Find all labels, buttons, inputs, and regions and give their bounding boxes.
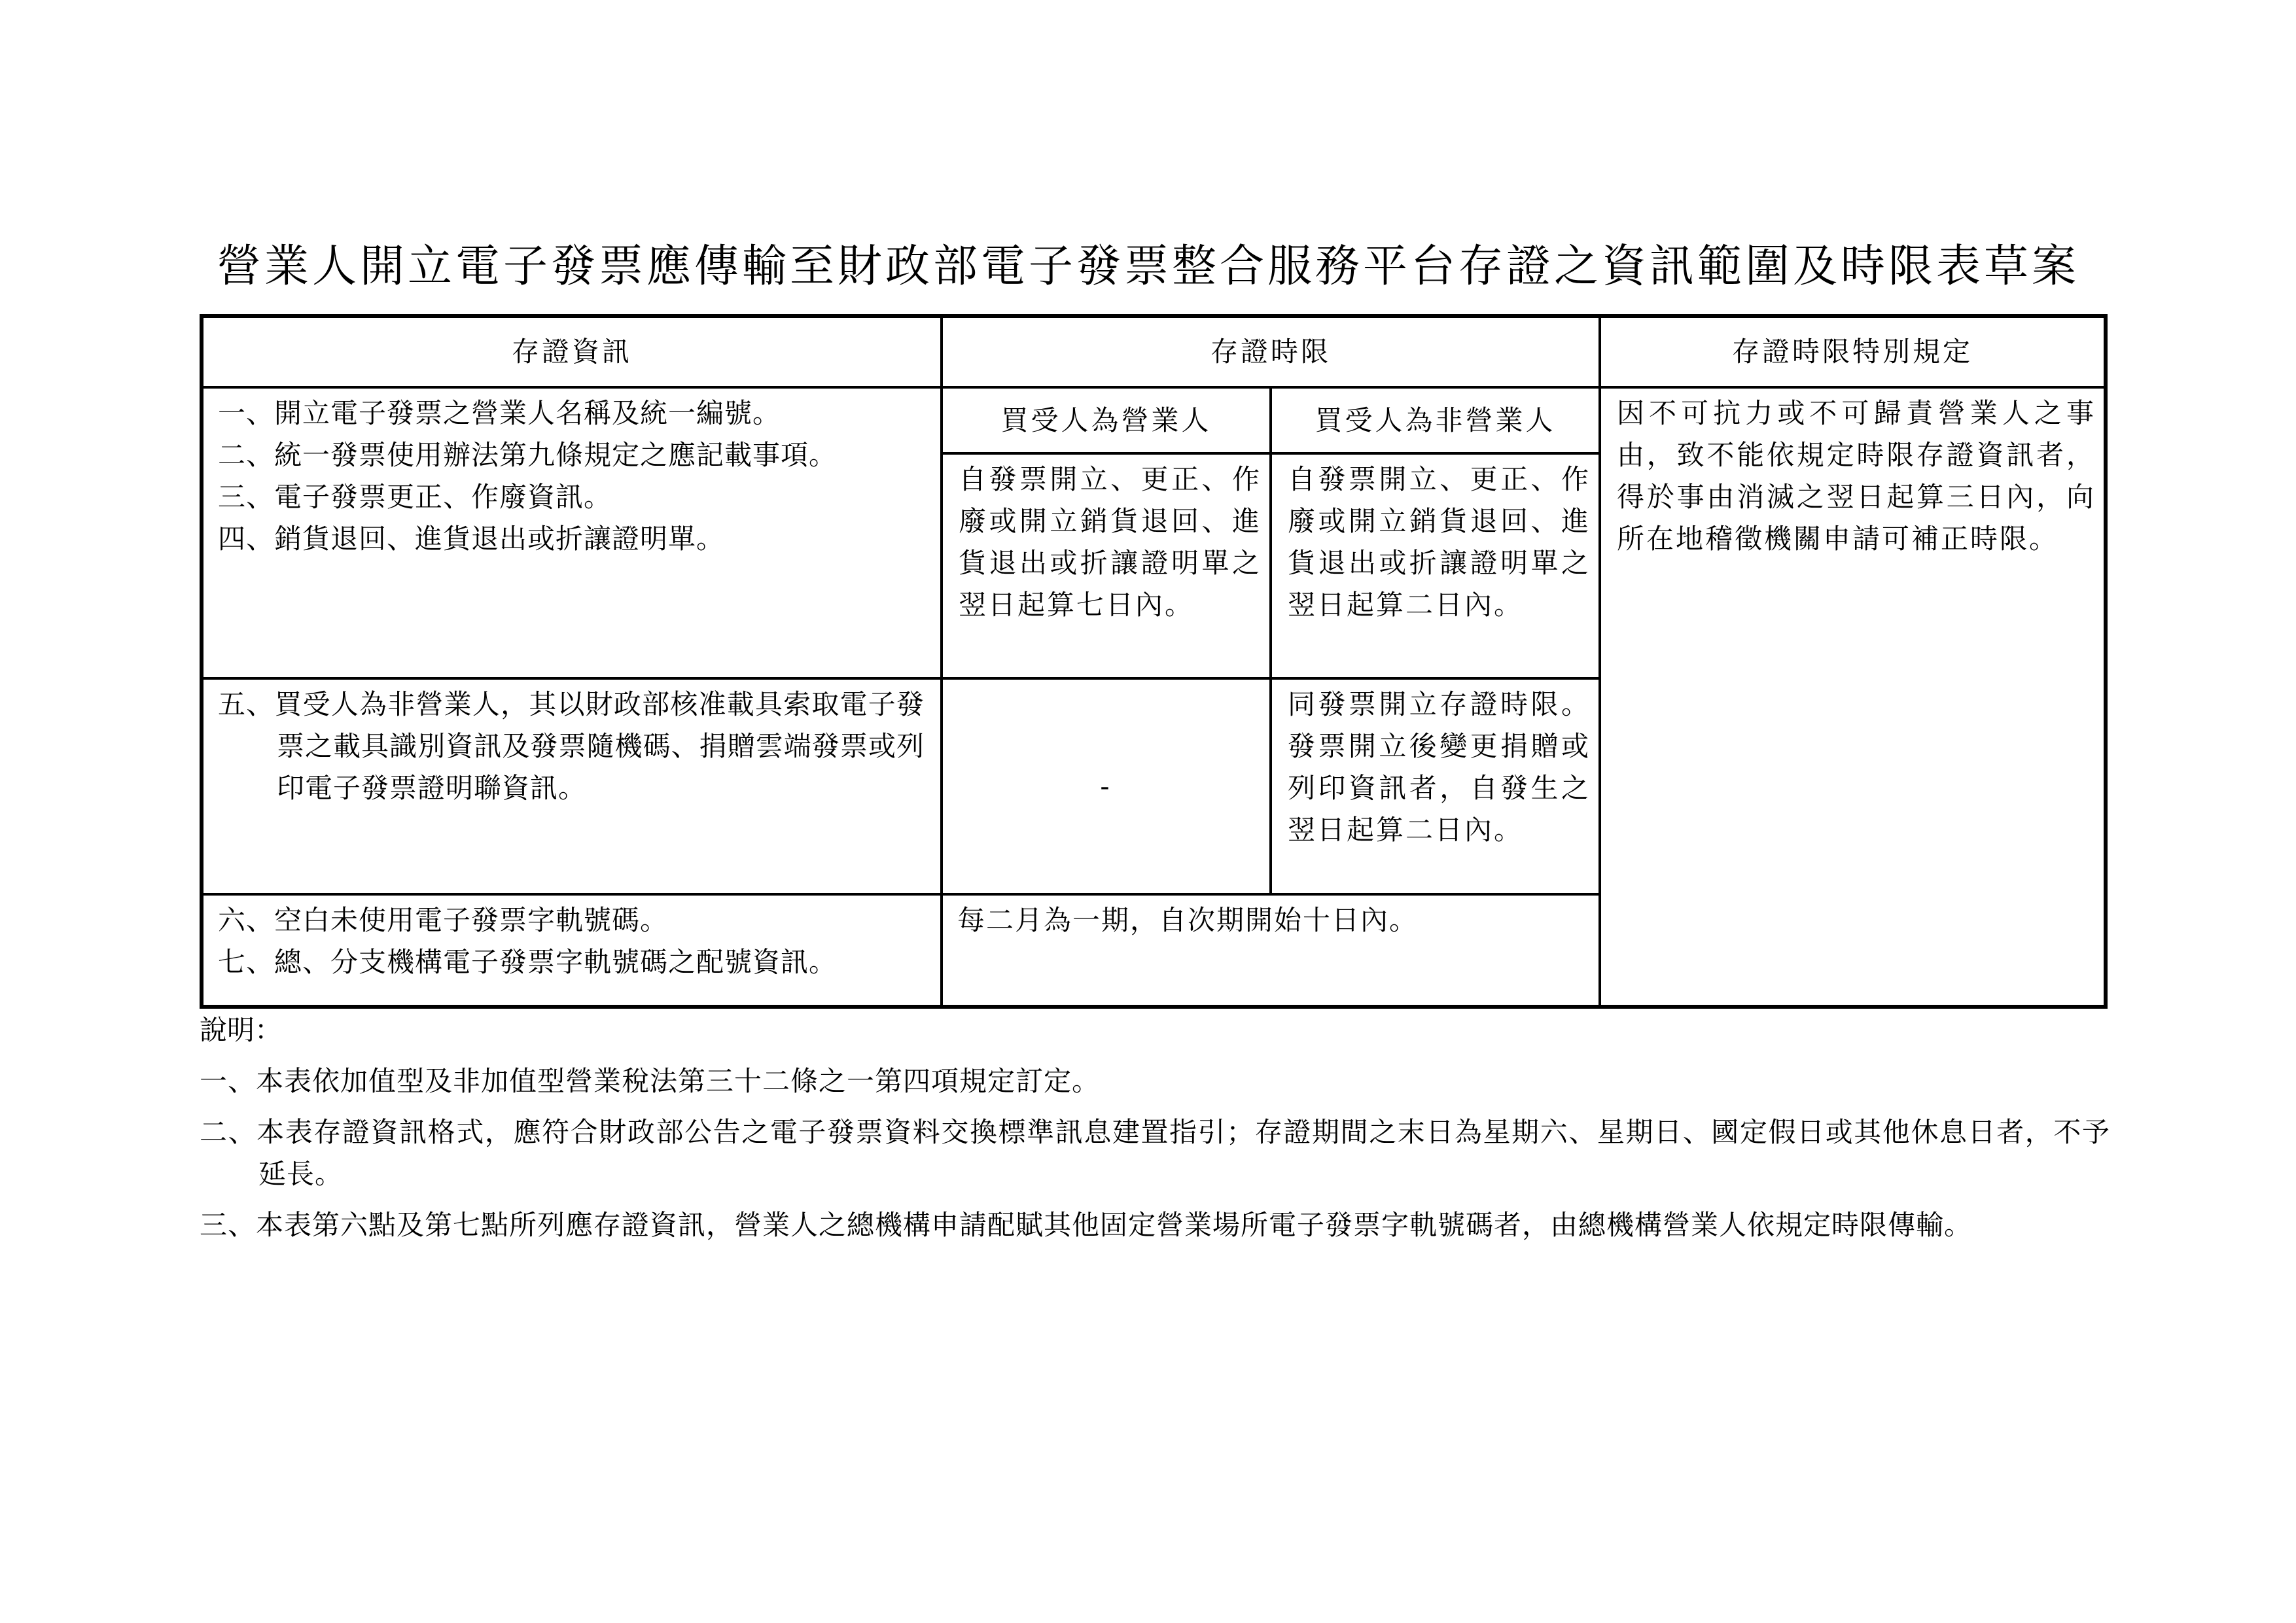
row1-business-deadline: 自發票開立、更正、作廢或開立銷貨退回、進貨退出或折讓證明單之翌日起算七日內。	[943, 455, 1272, 680]
row2-nonbusiness-deadline: 同發票開立存證時限。發票開立後變更捐贈或列印資訊者，自發生之翌日起算二日內。	[1272, 680, 1601, 896]
subheader-business-buyer: 買受人為營業人	[943, 389, 1272, 455]
notes-heading: 說明：	[200, 1014, 283, 1046]
notes-section	[200, 1009, 2110, 1255]
subheader-nonbusiness-buyer: 買受人為非營業人	[1272, 389, 1601, 455]
row2-business-deadline: -	[943, 680, 1272, 896]
retention-table	[200, 314, 2108, 1009]
list-item: 六、空白未使用電子發票字軌號碼。	[218, 904, 669, 936]
header-special: 存證時限特別規定	[1601, 318, 2104, 389]
list-item: 四、銷貨退回、進貨退出或折讓證明單。	[218, 523, 725, 555]
document-title: 營業人開立電子發票應傳輸至財政部電子發票整合服務平台存證之資訊範圍及時限表草案	[216, 241, 2079, 292]
header-deadline: 存證時限	[943, 318, 1601, 389]
row3-deadline: 每二月為一期，自次期開始十日內。	[943, 896, 1601, 1005]
note-item: 二、本表存證資訊格式，應符合財政部公告之電子發票資料交換標準訊息建置指引；存證期間之末日為星期六、星期日、國定假日或其他休息日者，不予延長。	[200, 1116, 2110, 1190]
row1-info	[203, 389, 943, 680]
row2-info	[203, 680, 943, 896]
special-rule: 因不可抗力或不可歸責營業人之事由，致不能依規定時限存證資訊者，得於事由消滅之翌日起算三日內，向所在地稽徵機關申請可補正時限。	[1617, 397, 2096, 555]
list-item: 二、統一發票使用辦法第九條規定之應記載事項。	[218, 439, 838, 471]
list-item: 三、電子發票更正、作廢資訊。	[218, 481, 612, 513]
list-item: 一、開立電子發票之營業人名稱及統一編號。	[218, 397, 781, 429]
list-item: 七、總、分支機構電子發票字軌號碼之配號資訊。	[218, 946, 838, 978]
note-item: 三、本表第六點及第七點所列應存證資訊，營業人之總機構申請配賦其他固定營業場所電子發票字軌號碼者，由總機構營業人依規定時限傳輸。	[200, 1209, 1973, 1241]
list-item: 五、買受人為非營業人，其以財政部核准載具索取電子發票之載具識別資訊及發票隨機碼、捐贈雲端發票或列印電子發票證明聯資訊。	[218, 688, 925, 804]
header-info: 存證資訊	[203, 318, 943, 389]
row1-nonbusiness-deadline: 自發票開立、更正、作廢或開立銷貨退回、進貨退出或折讓證明單之翌日起算二日內。	[1272, 455, 1601, 680]
note-item: 一、本表依加值型及非加值型營業稅法第三十二條之一第四項規定訂定。	[200, 1065, 1101, 1097]
row3-info	[203, 896, 943, 1005]
